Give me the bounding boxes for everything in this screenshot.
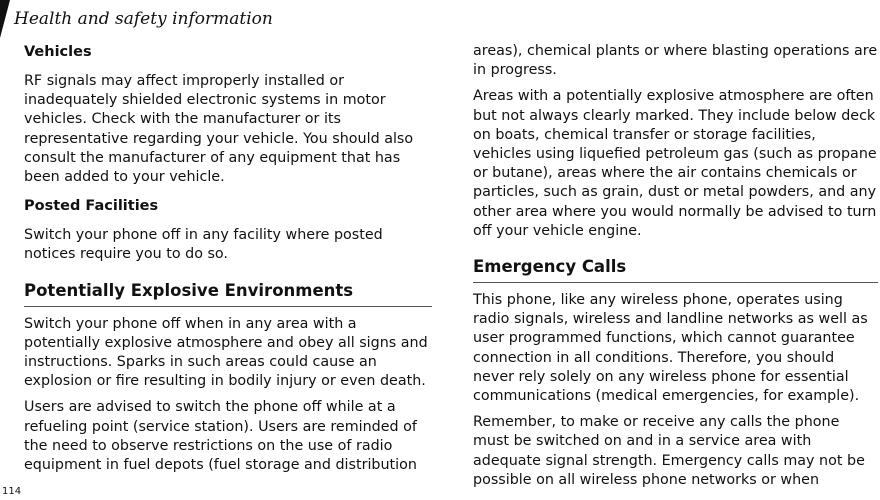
explosive-paragraph-2-continued: areas), chemical plants or where blasting operations are in progress. [473,43,878,79]
page-header-title: Health and safety information [14,9,273,29]
emergency-calls-heading: Emergency Calls [473,256,878,283]
vehicles-paragraph: RF signals may affect improperly installed or inadequately shielded electronic systems in motor vehicles. Check with the manufacturer or its representative regarding your vehicle. You should also consult the manufacturer of any equipment that has been added to your vehicle. [24,73,414,186]
left-column [24,42,432,482]
explosive-paragraph-2: Users are advised to switch the phone off while at a refueling point (service station). Users are reminded of the need to observe restrictions on the use of radio equipment in fuel depots (fuel storage and distribution [24,399,417,474]
header-bar [0,0,10,38]
emergency-paragraph-2: Remember, to make or receive any calls the phone must be switched on and in a service area with adequate signal strength. Emergency calls may not be possible on all wireless phone networks or when [473,414,865,488]
emergency-paragraph-1: This phone, like any wireless phone, operates using radio signals, wireless and landline networks as well as user programmed functions, which cannot guarantee connection in all conditions. Therefore, you should never rely solely on any wireless phone for essential communications (medical emergencies, for example). [473,292,868,405]
posted-facilities-heading: Posted Facilities [24,198,159,215]
page-number: 114 [2,486,22,497]
right-column [473,42,878,497]
explosive-environments-heading: Potentially Explosive Environments [24,280,432,307]
explosive-paragraph-1: Switch your phone off when in any area with a potentially explosive atmosphere and obey all signs and instructions. Sparks in such areas could cause an explosion or fire resulting in bodily injury or even death. [24,315,428,390]
explosive-paragraph-3: Areas with a potentially explosive atmosphere are often but not always clearly marked. They include below deck on boats, chemical transfer or storage facilities, vehicles using liquefied petroleum gas (such as propane or butane), areas where the air contains chemicals or particles, such as grain, dust or metal powders, and any other area where you would normally be advised to turn off your vehicle engine. [473,88,877,239]
vehicles-heading: Vehicles [24,44,92,60]
posted-facilities-paragraph: Switch your phone off in any facility where posted notices require you to do so. [24,227,383,263]
